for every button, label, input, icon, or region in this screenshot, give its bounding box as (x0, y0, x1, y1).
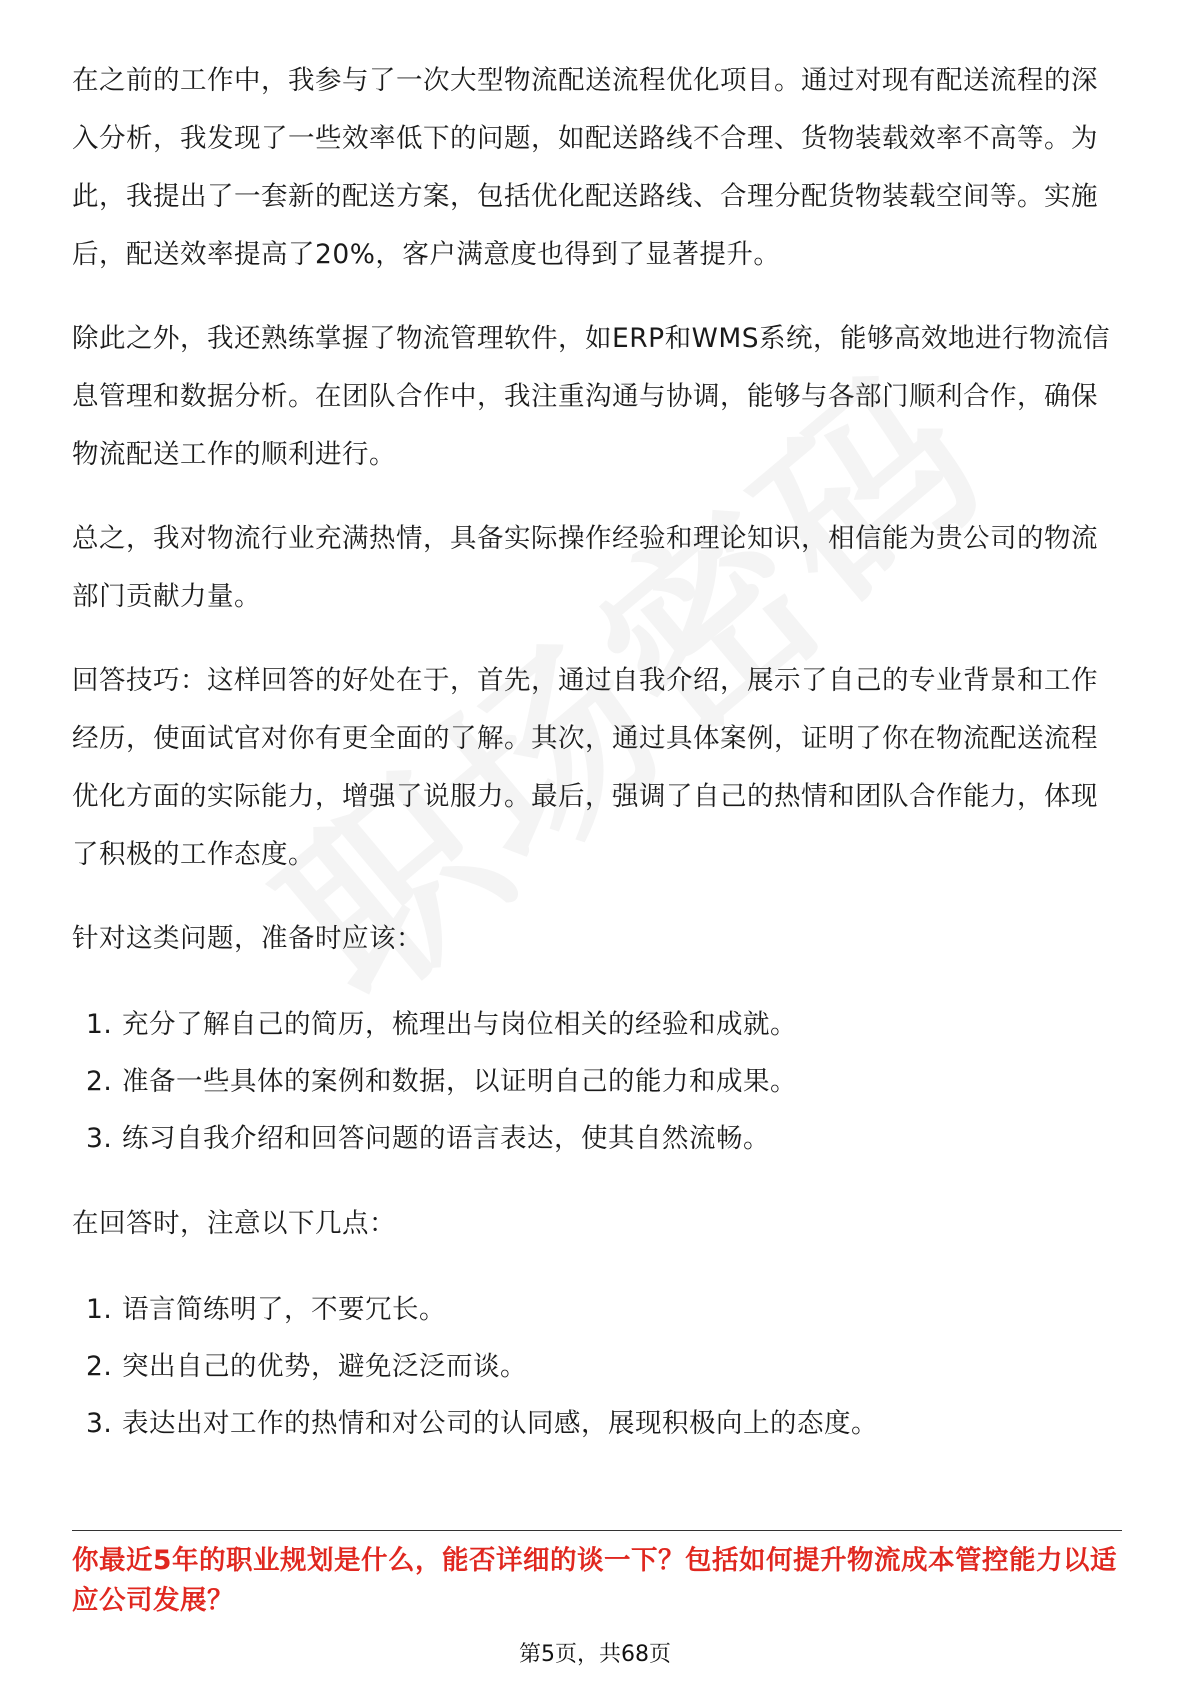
paragraph-project-experience: 在之前的工作中，我参与了一次大型物流配送流程优化项目。通过对现有配送流程的深入分析，我发现了一些效率低下的问题，如配送路线不合理、货物装载效率不高等。为此，我提出了一套新的配送方案，包括优化配送路线、合理分配货物装载空间等。实施后，配送效率提高了20%，客户满意度也得到了显著提升。 (72, 65, 1098, 270)
list-item (72, 1338, 1122, 1395)
page-footer: 第5页，共68页 (519, 1642, 671, 1667)
list-item-number: 3. (86, 1408, 113, 1439)
list-item-text: 语言简练明了，不要冗长。 (122, 1294, 446, 1325)
list-item (72, 1053, 1122, 1110)
list-item (72, 1110, 1122, 1167)
list-item-text: 准备一些具体的案例和数据，以证明自己的能力和成果。 (122, 1066, 797, 1097)
list-item-text: 充分了解自己的简历，梳理出与岗位相关的经验和成就。 (122, 1009, 797, 1040)
paragraph-prep-intro: 针对这类问题，准备时应该： (72, 923, 423, 954)
prep-list (72, 996, 1122, 1167)
list-item (72, 996, 1122, 1053)
list-item-text: 练习自我介绍和回答问题的语言表达，使其自然流畅。 (122, 1123, 770, 1154)
paragraph-summary: 总之，我对物流行业充满热情，具备实际操作经验和理论知识，相信能为贵公司的物流部门贡献力量。 (72, 523, 1098, 612)
list-item (72, 1395, 1122, 1452)
list-item-number: 1. (86, 1294, 113, 1325)
list-item-number: 1. (86, 1009, 113, 1040)
paragraph-software-skills: 除此之外，我还熟练掌握了物流管理软件，如ERP和WMS系统，能够高效地进行物流信息管理和数据分析。在团队合作中，我注重沟通与协调，能够与各部门顺利合作，确保物流配送工作的顺利进行。 (72, 323, 1111, 470)
next-question-heading: 你最近5年的职业规划是什么，能否详细的谈一下？包括如何提升物流成本管控能力以适应公司发展？ (72, 1545, 1117, 1616)
paragraph-answer-tips: 回答技巧：这样回答的好处在于，首先，通过自我介绍，展示了自己的专业背景和工作经历，使面试官对你有更全面的了解。其次，通过具体案例，证明了你在物流配送流程优化方面的实际能力，增强了说服力。最后，强调了自己的热情和团队合作能力，体现了积极的工作态度。 (72, 665, 1098, 870)
list-item-number: 2. (86, 1351, 113, 1382)
list-item-number: 3. (86, 1123, 113, 1154)
list-item-number: 2. (86, 1066, 113, 1097)
answer-list (72, 1281, 1122, 1452)
list-item (72, 1281, 1122, 1338)
section-divider (72, 1530, 1122, 1531)
paragraph-answer-intro: 在回答时，注意以下几点： (72, 1208, 396, 1239)
page-content (72, 52, 1122, 1480)
list-item-text: 表达出对工作的热情和对公司的认同感，展现积极向上的态度。 (122, 1408, 878, 1439)
list-item-text: 突出自己的优势，避免泛泛而谈。 (122, 1351, 527, 1382)
